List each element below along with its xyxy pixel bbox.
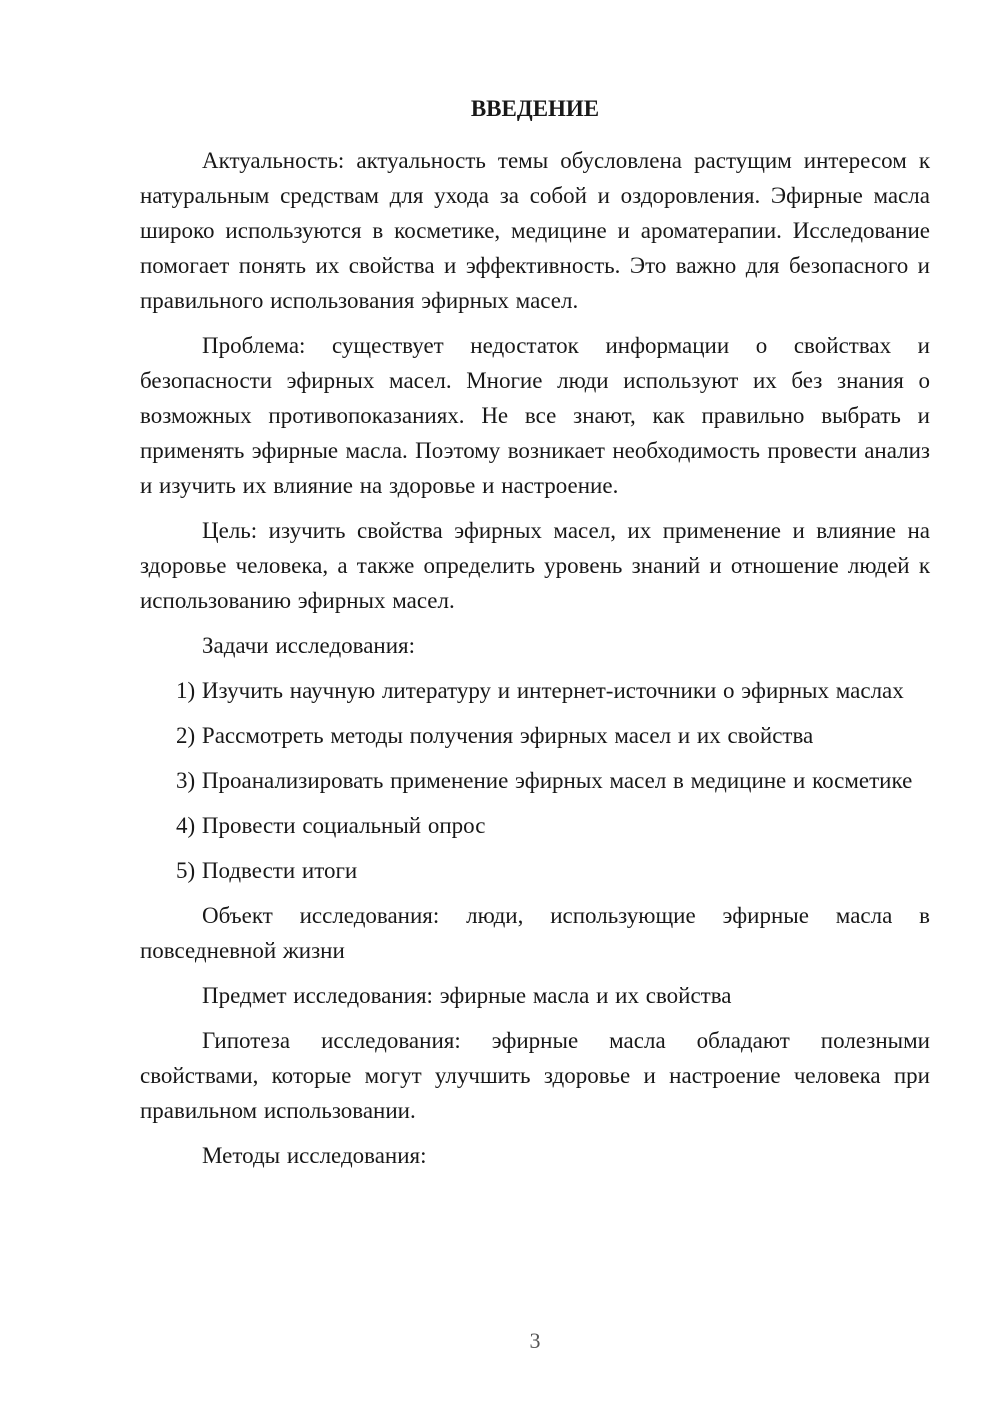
paragraph-zadachi-heading: Задачи исследования: (202, 633, 416, 658)
paragraph-metody-heading: Методы исследования: (202, 1143, 427, 1168)
paragraph-problema: Проблема: существует недостаток информации о свойствах и безопасности эфирных масел. Многие люди используют их без знания о возможных противопоказаниях. Не все знают, как правильно выбрать и применять эфирные масла. Поэтому возникает необходимость провести анализ и изучить их влияние на здоровье и настроение. (140, 333, 930, 498)
paragraph-aktualnost: Актуальность: актуальность темы обусловлена растущим интересом к натуральным средствам для ухода за собой и оздоровления. Эфирные масла широко используются в косметике, медицине и ароматерапии. Исследование помогает понять их свойства и эффективность. Это важно для безопасного и правильного использования эфирных масел. (140, 148, 930, 313)
list-item-zadacha-3: 3) Проанализировать применение эфирных масел в медицине и косметике (176, 768, 913, 793)
page-title: ВВЕДЕНИЕ (470, 96, 600, 121)
paragraph-obekt: Объект исследования: люди, использующие эфирные масла в повседневной жизни (140, 903, 930, 963)
paragraph-gipoteza: Гипотеза исследования: эфирные масла обладают полезными свойствами, которые могут улучшить здоровье и настроение человека при правильном использовании. (140, 1028, 930, 1123)
paragraph-tsel: Цель: изучить свойства эфирных масел, их применение и влияние на здоровье человека, а также определить уровень знаний и отношение людей к использованию эфирных масел. (140, 518, 930, 613)
page-number: 3 (529, 1328, 541, 1353)
list-item-zadacha-4: 4) Провести социальный опрос (176, 813, 486, 838)
list-item-zadacha-2: 2) Рассмотреть методы получения эфирных масел и их свойства (176, 723, 814, 748)
paragraph-predmet: Предмет исследования: эфирные масла и их свойства (202, 983, 732, 1008)
list-item-zadacha-1: 1) Изучить научную литературу и интернет-источники о эфирных маслах (176, 678, 904, 703)
text-column (140, 91, 930, 1183)
list-item-zadacha-5: 5) Подвести итоги (176, 858, 358, 883)
